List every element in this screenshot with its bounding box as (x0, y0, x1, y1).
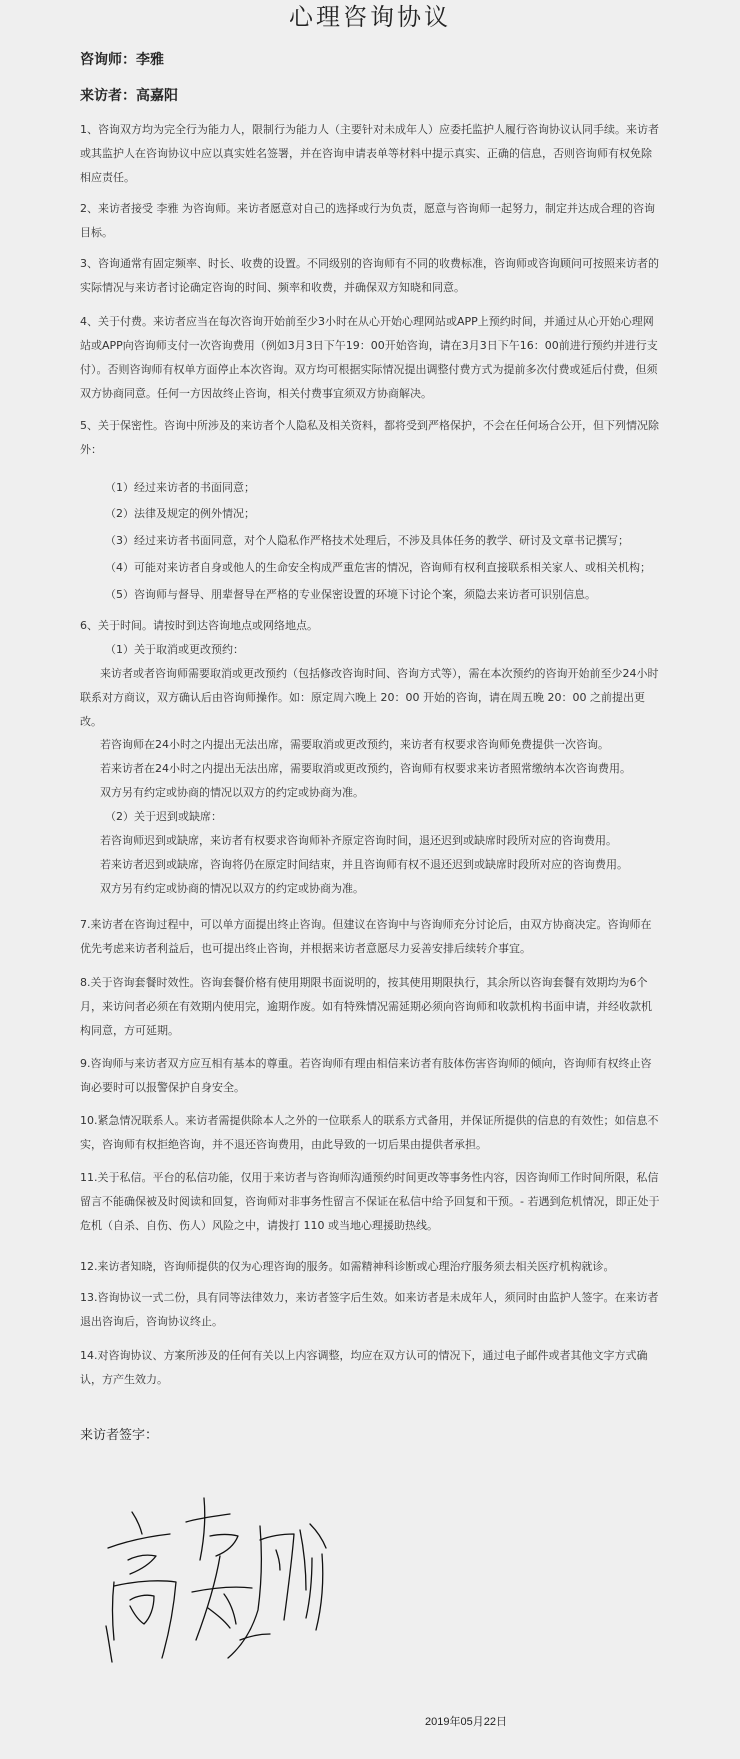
clause-7: 7.来访者在咨询过程中，可以单方面提出终止咨询。但建议在咨询中与咨询师充分讨论后，由双方协商决定。咨询师在优先考虑来访者利益后，也可提出终止咨询，并根据来访者意愿尽力妥善安排后续转介事宜。 (80, 918, 652, 955)
clause-5-item: （1）经过来访者的书面同意； (105, 481, 255, 494)
signing-date: 2019年05月22日 (425, 1716, 507, 1728)
clause-5-item: （4）可能对来访者自身或他人的生命安全构成严重危害的情况，咨询师有权利直接联系相关家人、或相关机构； (105, 561, 651, 574)
clause-6-paragraph: 来访者或者咨询师需要取消或更改预约（包括修改咨询时间、咨询方式等），需在本次预约的咨询开始前至少24小时联系对方商议，双方确认后由咨询师操作。如：原定周六晚上 20：00 开始的咨询，请在周五晚 20：00 之前提出更改。 (80, 667, 659, 728)
signature-label: 来访者签字： (80, 1428, 159, 1443)
clause-6-paragraph: 双方另有约定或协商的情况以双方的约定或协商为准。 (100, 882, 364, 895)
clause-6-subheading-cancel: （1）关于取消或更改预约： (105, 643, 244, 656)
document-title: 心理咨询协议 (289, 3, 451, 31)
clause-9: 9.咨询师与来访者双方应互相有基本的尊重。若咨询师有理由相信来访者有肢体伤害咨询师的倾向，咨询师有权终止咨询必要时可以报警保护自身安全。 (80, 1057, 652, 1094)
clause-6-paragraph: 若咨询师在24小时之内提出无法出席，需要取消或更改预约，来访者有权要求咨询师免费提供一次咨询。 (100, 738, 609, 751)
clause-5-item: （3）经过来访者书面同意，对个人隐私作严格技术处理后，不涉及具体任务的教学、研讨及文章书记撰写； (105, 534, 629, 547)
consultant-line: 咨询师：李雅 (80, 52, 164, 68)
clause-4: 4、关于付费。来访者应当在每次咨询开始前至少3小时在从心开始心理网站或APP上预约时间，并通过从心开始心理网站或APP向咨询师支付一次咨询费用（例如3月3日下午19：00开始咨询，请在3月3日下午16：00前进行预约并进行支付）。否则咨询师有权单方面停止本次咨询。双方均可根据实际情况提出调整付费方式为提前多次付费或延后付费，但须双方协商同意。任何一方因故终止咨询，相关付费事宜须双方协商解决。 (80, 315, 658, 400)
clause-11: 11.关于私信。平台的私信功能，仅用于来访者与咨询师沟通预约时间更改等事务性内容，因咨询师工作时间所限，私信留言不能确保被及时阅读和回复，咨询师对非事务性留言不保证在私信中给予回复和干预。- 若遇到危机情况，即正处于危机（自杀、自伤、伤人）风险之中，请拨打 110 或当地心理援助热线。 (80, 1171, 660, 1232)
clause-8: 8.关于咨询套餐时效性。咨询套餐价格有使用期限书面说明的，按其使用期限执行，其余所以咨询套餐有效期均为6个月，来访问者必须在有效期内使用完，逾期作废。如有特殊情况需延期必须向咨询师和收款机构书面申请，并经收款机构同意，方可延期。 (80, 976, 652, 1037)
clause-10: 10.紧急情况联系人。来访者需提供除本人之外的一位联系人的联系方式备用，并保证所提供的信息的有效性；如信息不实，咨询师有权拒绝咨询，并不退还咨询费用，由此导致的一切后果由提供者承担。 (80, 1114, 659, 1151)
clause-6-paragraph: 双方另有约定或协商的情况以双方的约定或协商为准。 (100, 786, 364, 799)
clause-6-paragraph: 若来访者迟到或缺席，咨询将仍在原定时间结束，并且咨询师有权不退还迟到或缺席时段所对应的咨询费用。 (100, 858, 628, 871)
clause-6: 6、关于时间。请按时到达咨询地点或网络地点。 (80, 619, 318, 632)
clause-12: 12.来访者知晓，咨询师提供的仅为心理咨询的服务。如需精神科诊断或心理治疗服务须去相关医疗机构就诊。 (80, 1260, 615, 1273)
clause-13: 13.咨询协议一式二份，具有同等法律效力，来访者签字后生效。如来访者是未成年人，须同时由监护人签字。在来访者退出咨询后，咨询协议终止。 (80, 1291, 659, 1328)
clause-6-paragraph: 若咨询师迟到或缺席，来访者有权要求咨询师补齐原定咨询时间，退还迟到或缺席时段所对应的咨询费用。 (100, 834, 617, 847)
clause-5: 5、关于保密性。咨询中所涉及的来访者个人隐私及相关资料，都将受到严格保护，不会在任何场合公开，但下列情况除外： (80, 419, 659, 456)
clause-3: 3、咨询通常有固定频率、时长、收费的设置。不同级别的咨询师有不同的收费标准，咨询师或咨询顾问可按照来访者的实际情况与来访者讨论确定咨询的时间、频率和收费，并确保双方知晓和同意。 (80, 257, 659, 294)
clause-6-subheading-late: （2）关于迟到或缺席： (105, 810, 222, 823)
handwritten-signature (100, 1490, 340, 1670)
clause-14: 14.对咨询协议、方案所涉及的任何有关以上内容调整，均应在双方认可的情况下，通过电子邮件或者其他文字方式确认，方产生效力。 (80, 1349, 648, 1386)
clause-6-paragraph: 若来访者在24小时之内提出无法出席，需要取消或更改预约，咨询师有权要求来访者照常缴纳本次咨询费用。 (100, 762, 631, 775)
clause-5-item: （5）咨询师与督导、朋辈督导在严格的专业保密设置的环境下讨论个案，须隐去来访者可识别信息。 (105, 588, 596, 601)
clause-2: 2、来访者接受 李雅 为咨询师。来访者愿意对自己的选择或行为负责，愿意与咨询师一起努力，制定并达成合理的咨询目标。 (80, 202, 655, 239)
visitor-line: 来访者：高嘉阳 (80, 88, 178, 104)
clause-5-item: （2）法律及规定的例外情况； (105, 507, 255, 520)
clause-1: 1、咨询双方均为完全行为能力人，限制行为能力人（主要针对未成年人）应委托监护人履行咨询协议认同手续。来访者或其监护人在咨询协议中应以真实姓名签署，并在咨询申请表单等材料中提示真实、正确的信息，否则咨询师有权免除相应责任。 (80, 123, 659, 184)
